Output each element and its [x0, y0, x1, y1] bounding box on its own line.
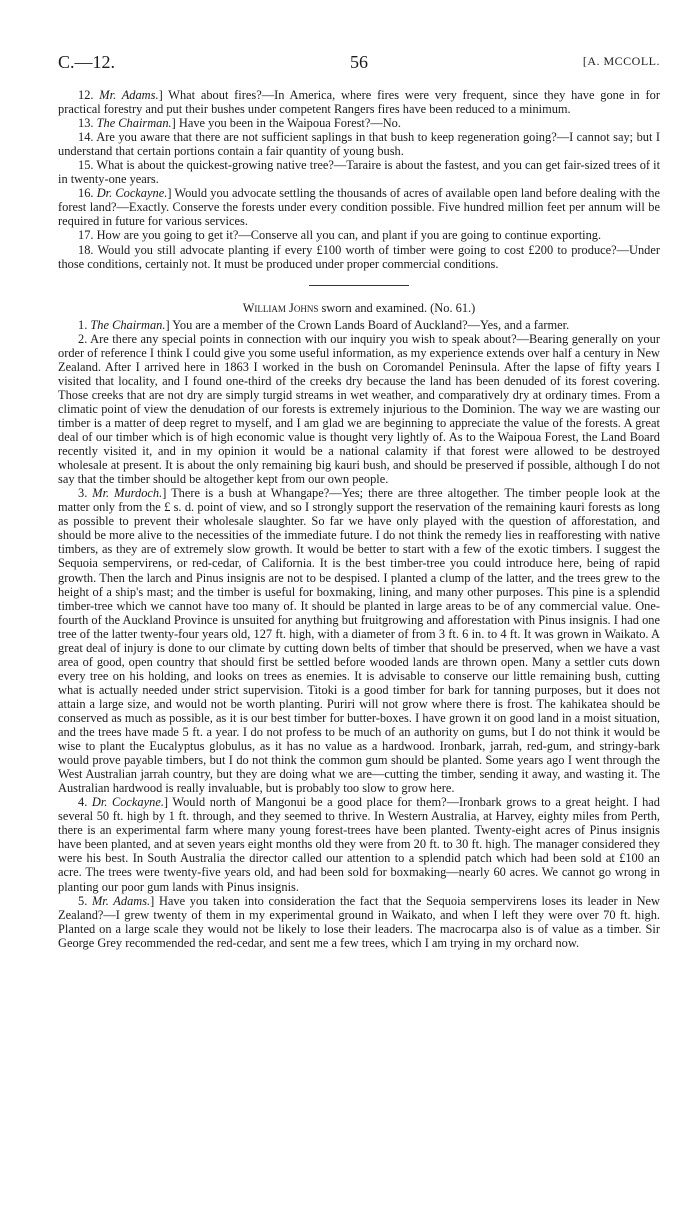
- witness-heading-rest: sworn and examined. (No. 61.): [318, 300, 476, 315]
- question-number: 1.: [78, 317, 88, 332]
- question-paragraph: [58, 486, 660, 795]
- testimony-block-mccoll: [58, 88, 660, 271]
- question-paragraph: [58, 186, 660, 228]
- speaker-name: Dr. Cockayne.: [91, 795, 164, 810]
- question-paragraph: [58, 795, 660, 893]
- question-text: ] Have you been in the Waipoua Forest?—No.: [171, 116, 401, 131]
- question-number: 18.: [78, 242, 94, 257]
- question-text: ] Would you advocate settling the thousands of acres of available open land before dealing with the forest land?—Exactly. Conserve the forests under every condition possible. Five hundred million feet per annum will be required in future for various services.: [58, 186, 660, 229]
- question-text: ] Have you taken into consideration the fact that the Sequoia sempervirens loses its leader in New Zealand?—I grew twenty of them in my experimental ground in Waikato, and when I left they were over 70 ft. high. Planted on a large scale they would not be likely to lose their leaders. The macrocarpa also is of value as a timber. Sir George Grey recommended the red-cedar, and sent me a few trees, which I am trying in my orchard now.: [58, 893, 660, 950]
- question-paragraph: [58, 243, 660, 271]
- question-number: 16.: [78, 186, 94, 201]
- speaker-name: The Chairman.: [96, 116, 172, 131]
- question-paragraph: [58, 332, 660, 487]
- report-code: C.—12.: [58, 52, 116, 72]
- speaker-name: The Chairman.: [90, 317, 166, 332]
- question-number: 14.: [78, 130, 94, 145]
- question-text: How are you going to get it?—Conserve all you can, and plant if you are going to continue exporting.: [96, 228, 602, 243]
- question-paragraph: [58, 88, 660, 116]
- question-text: Are there any special points in connection with our inquiry you wish to speak about?—Bearing generally on your order of reference I think I could give you some useful information, as my experience extends over half a century in New Zealand. After I arrived here in 1863 I worked in the bush on Coromandel Peninsula. After the lapse of fifty years I visited that locality, and I found one-third of the creeks dry because the land has been denuded of its forest covering. Those creeks that are not dry are simply turgid streams in wet weather, and comparatively dry at ordinary times. From a climatic point of view the denudation of our forests is extremely injurious to the Dominion. The way we are wasting our timber is a matter of deep regret to myself, and I am glad we are beginning to appreciate the value of the forests. A great deal of our timber which is of high economic value is thought very lightly of. As to the Waipoua Forest, the Land Board recently visited it, and in my opinion it would be a national calamity if that forest were allowed to be destroyed wholesale at present. It is about the only remaining big kauri bush, and should be preserved if possible, although I do not say that the timber should be altogether kept from our own people.: [58, 331, 660, 487]
- question-paragraph: [58, 228, 660, 242]
- question-paragraph: [58, 318, 660, 332]
- question-text: ] What about fires?—In America, where fires were very frequent, since they have gone in for practical forestry and put their bushes under competent Rangers fires have been reduced to a minimum.: [58, 88, 660, 117]
- question-number: 2.: [78, 331, 88, 346]
- document-body: [58, 88, 660, 950]
- section-divider: [309, 285, 409, 286]
- witness-heading: [58, 301, 660, 315]
- page-number: 56: [350, 52, 368, 72]
- question-number: 4.: [78, 795, 88, 810]
- question-number: 17.: [78, 228, 94, 243]
- question-number: 15.: [78, 158, 94, 173]
- question-number: 5.: [78, 893, 88, 908]
- page-header: [58, 52, 660, 76]
- question-text: Are you aware that there are not sufficient saplings in that bush to keep regeneration going?—I cannot say; but I understand that certain portions contain a fair quantity of young bush.: [58, 130, 660, 159]
- speaker-name: Mr. Adams.: [91, 893, 151, 908]
- question-number: 13.: [78, 116, 94, 131]
- question-paragraph: [58, 130, 660, 158]
- question-text: What is about the quickest-growing native tree?—Taraire is about the fastest, and you can get fair-sized trees of it in twenty-one years.: [58, 158, 661, 187]
- witness-name: William Johns: [242, 300, 319, 315]
- witness-running-head: [A. MCCOLL.: [582, 54, 660, 68]
- question-text: Would you still advocate planting if every £100 worth of timber were going to cost £200 to produce?—Under those conditions, certainly not. It must be produced under proper commercial conditions.: [58, 242, 661, 271]
- testimony-block-johns: [58, 318, 660, 950]
- question-text: ] Would north of Mangonui be a good place for them?—Ironbark grows to a great height. I had several 50 ft. high by 1 ft. through, and they seemed to thrive. In Western Australia, at Harvey, eighty miles from Perth, there is an experimental farm where many young forest-trees have been planted. Twenty-eight acres of Pinus insignis have been planted, and at seven years eight months old they were from 20 ft. to 30 ft. high. The manager considered they were his best. In South Australia the director called our attention to a splendid patch which had been sold at £100 an acre. The trees were twenty-five years old, and had been sold for boxmaking—nearly 60 acres. We cannot go wrong in planting our poor gum lands with Pinus insignis.: [58, 795, 660, 894]
- speaker-name: Dr. Cockayne.: [96, 186, 168, 201]
- question-text: ] You are a member of the Crown Lands Board of Auckland?—Yes, and a farmer.: [165, 317, 570, 332]
- question-paragraph: [58, 158, 660, 186]
- question-paragraph: [58, 116, 660, 130]
- question-number: 3.: [78, 486, 88, 501]
- question-number: 12.: [78, 88, 94, 102]
- question-text: ] There is a bush at Whangape?—Yes; there are three altogether. The timber people look at the matter only from the £ s. d. point of view, and so I strongly support the reservation of the remaining kauri forests as long as possible to prevent their wholesale slaughter. So far we have only played with the question of afforestation, and should be more alive to the necessities of the immediate future. I do not think the remedy lies in reafforesting with native timbers, as they are of extremely slow growth. It would be better to start with a few of the exotic timbers. I suggest the Sequoia sempervirens, or red-cedar, of California. It is the best timber-tree you could introduce here, being of rapid growth. Then the larch and Pinus insignis are not to be despised. I planted a clump of the latter, and the trees grew to the height of a ship's mast; and the timber is useful for boxmaking, lining, and many other purposes. This pine is a splendid timber-tree which we cannot have too many of. It should be planted in large areas to be of any commercial value. One-fourth of the Auckland Province is unsuited for anything but fruitgrowing and afforestation with Pinus insignis. I had one tree of the latter twenty-four years old, 127 ft. high, with a diameter of from 3 ft. 6 in. to 4 ft. It was grown in Waikato. A great deal of injury is done to our climate by cutting down belts of timber that should be preserved, when we have a vast area of good, open country that should first be settled before wooded lands are thrown open. Many a settler cuts down every tree on his holding, and looks on trees as enemies. It is advisable to conserve our little remaining bush, cutting what is actually needed under strict supervision. Titoki is a good timber for bark for tanning purposes, but it does not attain a large size, and would not be worth planting. Puriri will not grow where there is frost. The kahikatea should be conserved as much as possible, as it is our best timber for butter-boxes. I have grown it on good land in a moist situation, and the trees have made 5 ft. a year. I do not profess to be much of an authority on gums, but I do not think it would be wise to plant the Eucalyptus globulus, as it has no value as a hardwood. Ironbark, jarrah, red-gum, and stringy-bark would prove payable timbers, but I do not think the common gum should be planted. Some years ago I went through the West Australian jarrah country, but they are doing what we are—cutting the timber, sending it away, and wasting it. The Australian hardwood is really invaluable, but is probably too slow to grow here.: [58, 486, 661, 796]
- question-paragraph: [58, 894, 660, 950]
- speaker-name: Mr. Murdoch.: [92, 486, 163, 501]
- speaker-name: Mr. Adams.: [99, 88, 159, 102]
